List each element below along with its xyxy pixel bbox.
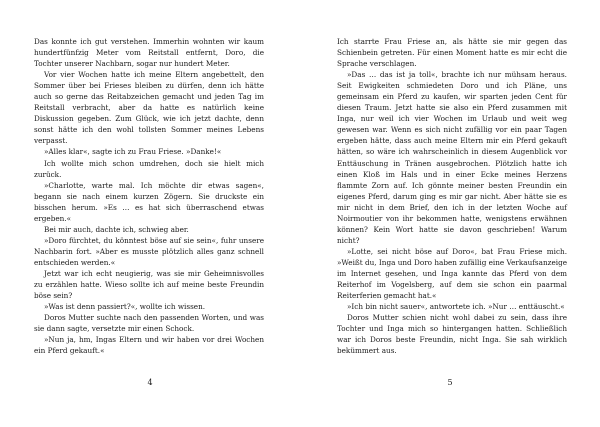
paragraph: »Ich bin nicht sauer«, antwortete ich. »Nur … enttäuscht.«	[347, 302, 565, 312]
paragraph: »Nun ja, hm, Ingas Eltern und wir haben vor drei Wochen ein Pferd gekauft.«	[34, 335, 264, 356]
paragraph: Doros Mutter suchte nach den passenden Worten, und was sie dann sagte, versetzte mir einen Schock.	[34, 313, 264, 334]
left-page-text	[34, 36, 264, 356]
paragraph: Doros Mutter schien nicht wohl dabei zu sein, dass ihre Tochter und Inga mich so hintergangen hatten. Schließlich war ich Doros beste Freundin, nicht Inga. Sie sah wirklich bekümmert aus.	[337, 313, 567, 356]
paragraph: Vor vier Wochen hatte ich meine Eltern angebettelt, den Sommer über bei Frieses bleiben zu dürfen, denn ich hätte auch so gerne das Reitabzeichen gemacht und jeden Tag im Reitstall verbracht, aber da hatte es natürlich keine Diskussion gegeben. Zum Glück, wie ich jetzt dachte, denn sonst hätte ich den wohl tollsten Sommer meines Lebens verpasst.	[34, 70, 264, 146]
paragraph: »Was ist denn passiert?«, wollte ich wissen.	[44, 302, 206, 312]
right-page-text	[337, 36, 567, 356]
page-number: 5	[447, 378, 453, 387]
right-page	[300, 0, 600, 427]
paragraph: Ich starrte Frau Friese an, als hätte sie mir gegen das Schienbein getreten. Für einen Moment hatte es mir echt die Sprache verschlagen.	[337, 37, 567, 69]
paragraph: Das konnte ich gut verstehen. Immerhin wohnten wir kaum hundertfünfzig Meter vom Reitstall entfernt, Doro, die Tochter unserer Nachbarn, sogar nur hundert Meter.	[34, 37, 264, 69]
paragraph: Bei mir auch, dachte ich, schwieg aber.	[44, 224, 189, 234]
paragraph: Ich wollte mich schon umdrehen, doch sie hielt mich zurück.	[34, 158, 264, 179]
paragraph: »Lotte, sei nicht böse auf Doro«, bat Frau Friese mich. »Weißt du, Inga und Doro haben zufällig eine Verkaufsanzeige im Internet gesehen, und Inga kannte das Pferd von dem Reiterhof im Vogelsberg, auf dem sie schon ein paarmal Reiterferien gemacht hat.«	[337, 246, 567, 301]
paragraph: »Charlotte, warte mal. Ich möchte dir etwas sagen«, begann sie nach einem kurzen Zögern. Sie druckste ein bisschen herum. »Es … es hat sich überraschend etwas ergeben.«	[34, 180, 264, 223]
paragraph: Jetzt war ich echt neugierig, was sie mir Geheimnisvolles zu erzählen hatte. Wieso sollte ich auf meine beste Freundin böse sein?	[34, 268, 264, 301]
page-number: 4	[147, 378, 153, 387]
paragraph: »Doro fürchtet, du könntest böse auf sie sein«, fuhr unsere Nachbarin fort. »Aber es musste plötzlich alles ganz schnell entschieden werden.«	[34, 235, 264, 267]
paragraph: »Das … das ist ja toll«, brachte ich nur mühsam heraus. Seit Ewigkeiten schmiedeten Doro und ich Pläne, uns gemeinsam ein Pferd zu kaufen, wir sparten jeden Cent für diesen Traum. Jetzt hatte sie also ein Pferd zusammen mit Inga, nur weil ich vier Wochen im Urlaub und weit weg gewesen war. Wenn es sich nicht zufällig vor ein paar Tagen ergeben hätte, dass auch meine Eltern mir ein Pferd gekauft hätten, so wäre ich wahrscheinlich in diesem Augenblick vor Enttäuschung in Tränen ausgebrochen. Plötzlich hatte ich einen Kloß im Hals und in einer Ecke meines Herzens flammte Zorn auf. Ich gönnte meiner besten Freundin ein eigenes Pferd, darum ging es mir gar nicht. Aber hätte sie es mir nicht in dem Brief, den ich in der letzten Woche auf Noirmoutier von ihr bekommen hatte, wenigstens erwähnen können? Kein Wort hatte sie davon geschrieben! Warum nicht?	[337, 70, 567, 245]
paragraph: »Alles klar«, sagte ich zu Frau Friese. »Danke!«	[44, 147, 222, 157]
